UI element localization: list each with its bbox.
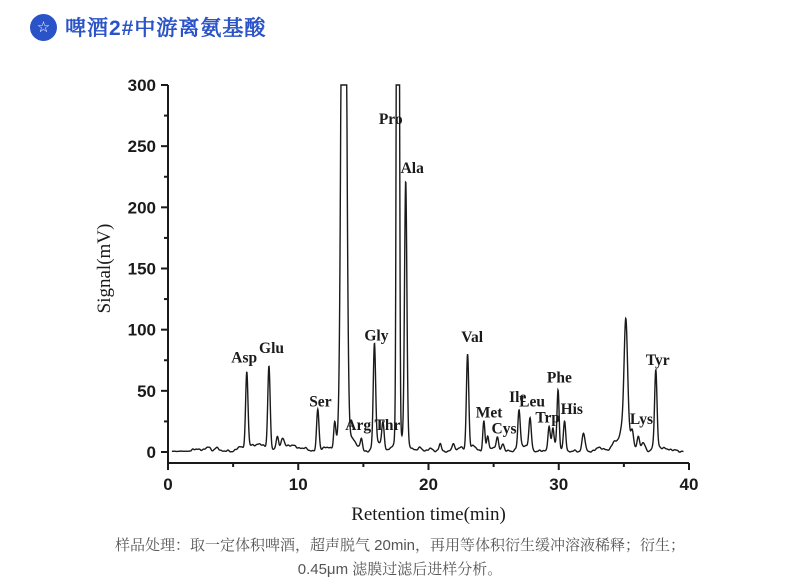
y-tick-label: 200	[127, 198, 156, 218]
peak-label-Ala: Ala	[400, 160, 424, 178]
y-tick-label: 300	[127, 76, 156, 95]
peak-label-Trp: Trp	[535, 409, 561, 427]
peak-label-Val: Val	[461, 328, 484, 346]
x-tick-label: 30	[549, 475, 569, 494]
peak-label-Cys: Cys	[491, 420, 517, 438]
peak-label-Asp: Asp	[231, 349, 258, 367]
peak-label-Leu: Leu	[519, 393, 545, 411]
peak-label-Glu: Glu	[259, 339, 285, 357]
y-tick-label: 100	[127, 320, 156, 340]
peak-labels	[231, 111, 669, 438]
tick-labels	[128, 76, 699, 494]
y-tick-label: 150	[127, 259, 156, 279]
peak-label-Ile: Ile	[509, 388, 527, 406]
peak-label-Ser: Ser	[309, 393, 332, 411]
peak-label-Pro: Pro	[378, 111, 403, 129]
x-tick-label: 10	[288, 475, 308, 494]
x-tick-label: 40	[679, 475, 699, 494]
chromatogram-figure	[90, 60, 750, 540]
y-tick-label: 250	[127, 137, 156, 157]
axes	[161, 85, 689, 470]
signal-trace	[172, 85, 684, 452]
x-axis-label: Retention time(min)	[351, 504, 506, 525]
page-title: 啤酒2#中游离氨基酸	[65, 17, 267, 40]
chromatogram-chart	[90, 60, 750, 540]
x-tick-label: 20	[419, 475, 438, 494]
page-header	[30, 12, 266, 42]
peak-label-Phe: Phe	[546, 369, 572, 387]
peak-label-Lys: Lys	[629, 410, 654, 428]
y-axis-label: Signal(mV)	[94, 223, 115, 314]
star-badge-icon: ☆	[30, 14, 57, 41]
peak-label-Arg: Arg	[345, 416, 372, 434]
peak-label-Tyr: Tyr	[645, 352, 670, 370]
peak-label-Met: Met	[475, 404, 503, 422]
sample-prep-caption: 样品处理：取一定体积啤酒，超声脱气 20min，再用等体积衍生缓冲溶液稀释；衍生；0.45μm 滤膜过滤后进样分析。	[114, 537, 686, 578]
peak-label-Gly: Gly	[364, 327, 389, 345]
y-tick-label: 50	[137, 381, 156, 401]
x-tick-label: 0	[163, 475, 173, 494]
peak-label-His: His	[560, 401, 583, 419]
peak-label-Thr: Thr	[374, 416, 401, 434]
y-tick-label: 0	[146, 443, 156, 462]
